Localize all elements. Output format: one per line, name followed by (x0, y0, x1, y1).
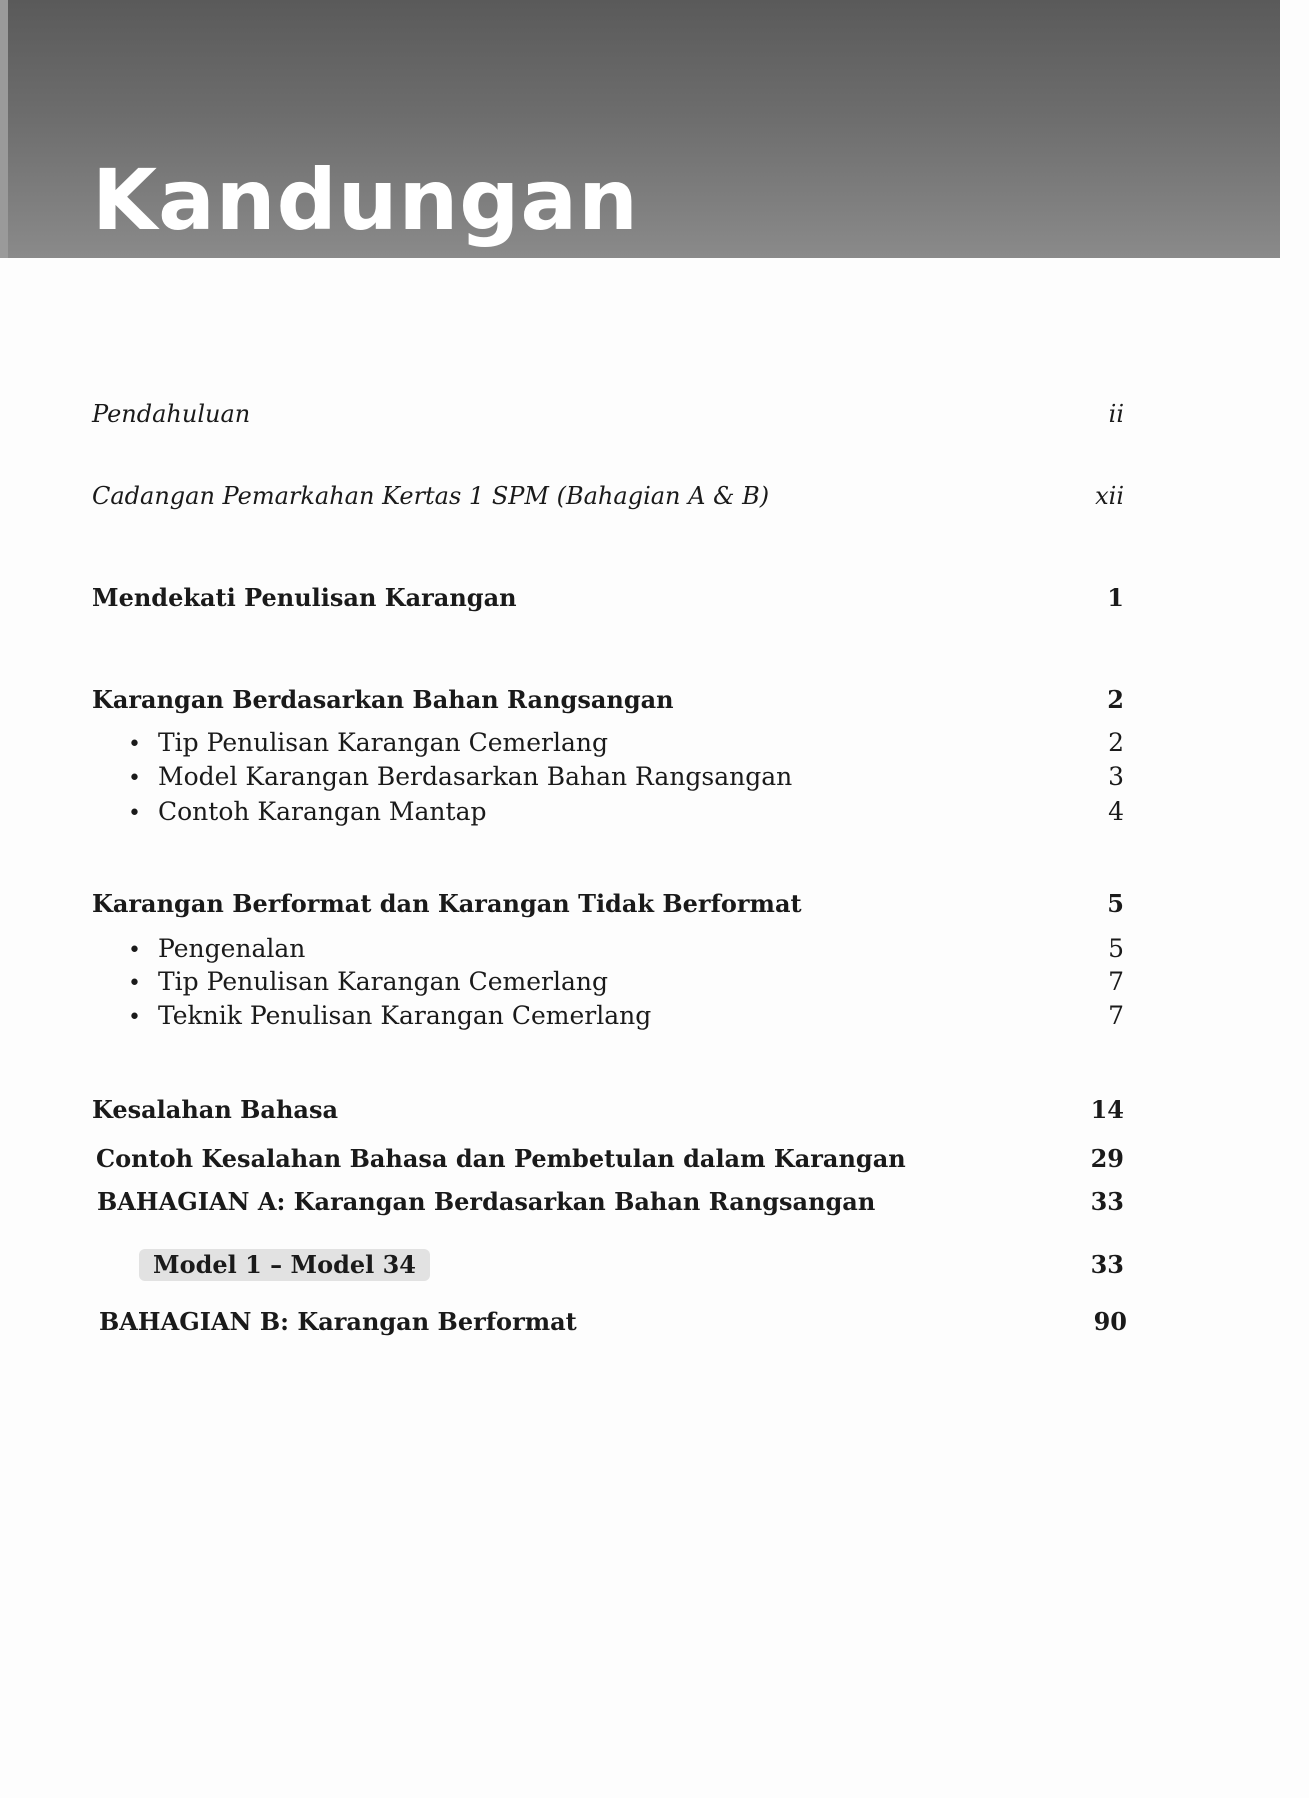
toc-entry-page: 33 (1090, 1187, 1124, 1216)
toc-entry-page: ii (1108, 400, 1124, 428)
toc-entry-text: • Teknik Penulisan Karangan Cemerlang (128, 1000, 651, 1034)
toc-subentry (128, 727, 1124, 761)
toc-entry-page: 2 (1108, 728, 1124, 757)
toc-entry-text: Karangan Berdasarkan Bahan Rangsangan (92, 685, 674, 714)
toc-entry-model-range (97, 1249, 1124, 1281)
toc-entry-mendekati-penulisan (92, 582, 1124, 614)
toc-entry-page: 29 (1090, 1144, 1124, 1173)
toc-subentry (128, 796, 1124, 830)
toc-entry-page: xii (1095, 482, 1124, 510)
model-range-chip: Model 1 – Model 34 (139, 1249, 430, 1281)
toc-entry-text: • Model Karangan Berdasarkan Bahan Rangsangan (128, 761, 792, 795)
toc-subentry (128, 761, 1124, 795)
toc-entry-bahagian-a (97, 1186, 1124, 1218)
toc-entry-page: 14 (1090, 1095, 1124, 1124)
toc-entry-page: 1 (1107, 583, 1124, 612)
toc-subentry (128, 1000, 1124, 1034)
toc-entry-text: Karangan Berformat dan Karangan Tidak Berformat (92, 889, 802, 918)
toc-entry-page: 7 (1108, 967, 1124, 996)
toc-entry-page: 4 (1108, 797, 1124, 826)
toc-entry-contoh-kesalahan (96, 1143, 1124, 1175)
toc-entry-text: BAHAGIAN A: Karangan Berdasarkan Bahan Rangsangan (97, 1187, 876, 1216)
toc-entry-text: • Contoh Karangan Mantap (128, 796, 486, 830)
toc-entry-bahagian-b (99, 1306, 1127, 1338)
toc-entry-page: 90 (1093, 1307, 1127, 1336)
toc-entry-page: 5 (1108, 934, 1124, 963)
toc-subentry (128, 933, 1124, 967)
toc-entry-karangan-bahan-rangsangan (92, 684, 1124, 716)
toc-entry-page: 7 (1108, 1001, 1124, 1030)
toc-entry-text: Kesalahan Bahasa (92, 1095, 339, 1124)
toc-entry-pendahuluan (92, 398, 1124, 430)
toc-entry-text: • Tip Penulisan Karangan Cemerlang (128, 727, 608, 761)
toc-subentry (128, 966, 1124, 1000)
toc-entry-page: 33 (1090, 1250, 1124, 1279)
toc-entry-page: 3 (1108, 762, 1124, 791)
toc-entry-text: Pendahuluan (92, 400, 251, 428)
page-title: Kandungan (92, 151, 639, 249)
toc-entry-page: 2 (1107, 685, 1124, 714)
toc-entry-text: Mendekati Penulisan Karangan (92, 583, 517, 612)
toc-entry-text: Cadangan Pemarkahan Kertas 1 SPM (Bahagian A & B) (92, 482, 770, 510)
toc-entry-cadangan-pemarkahan (92, 480, 1124, 512)
toc-entry-text: • Pengenalan (128, 933, 305, 967)
toc-entry-karangan-berformat (92, 888, 1124, 920)
toc-entry-text: BAHAGIAN B: Karangan Berformat (99, 1307, 577, 1336)
toc-entry-text: Contoh Kesalahan Bahasa dan Pembetulan dalam Karangan (96, 1144, 906, 1173)
toc-entry-page: 5 (1107, 889, 1124, 918)
toc-entry-kesalahan-bahasa (92, 1094, 1124, 1126)
toc-entry-text: • Tip Penulisan Karangan Cemerlang (128, 966, 608, 1000)
